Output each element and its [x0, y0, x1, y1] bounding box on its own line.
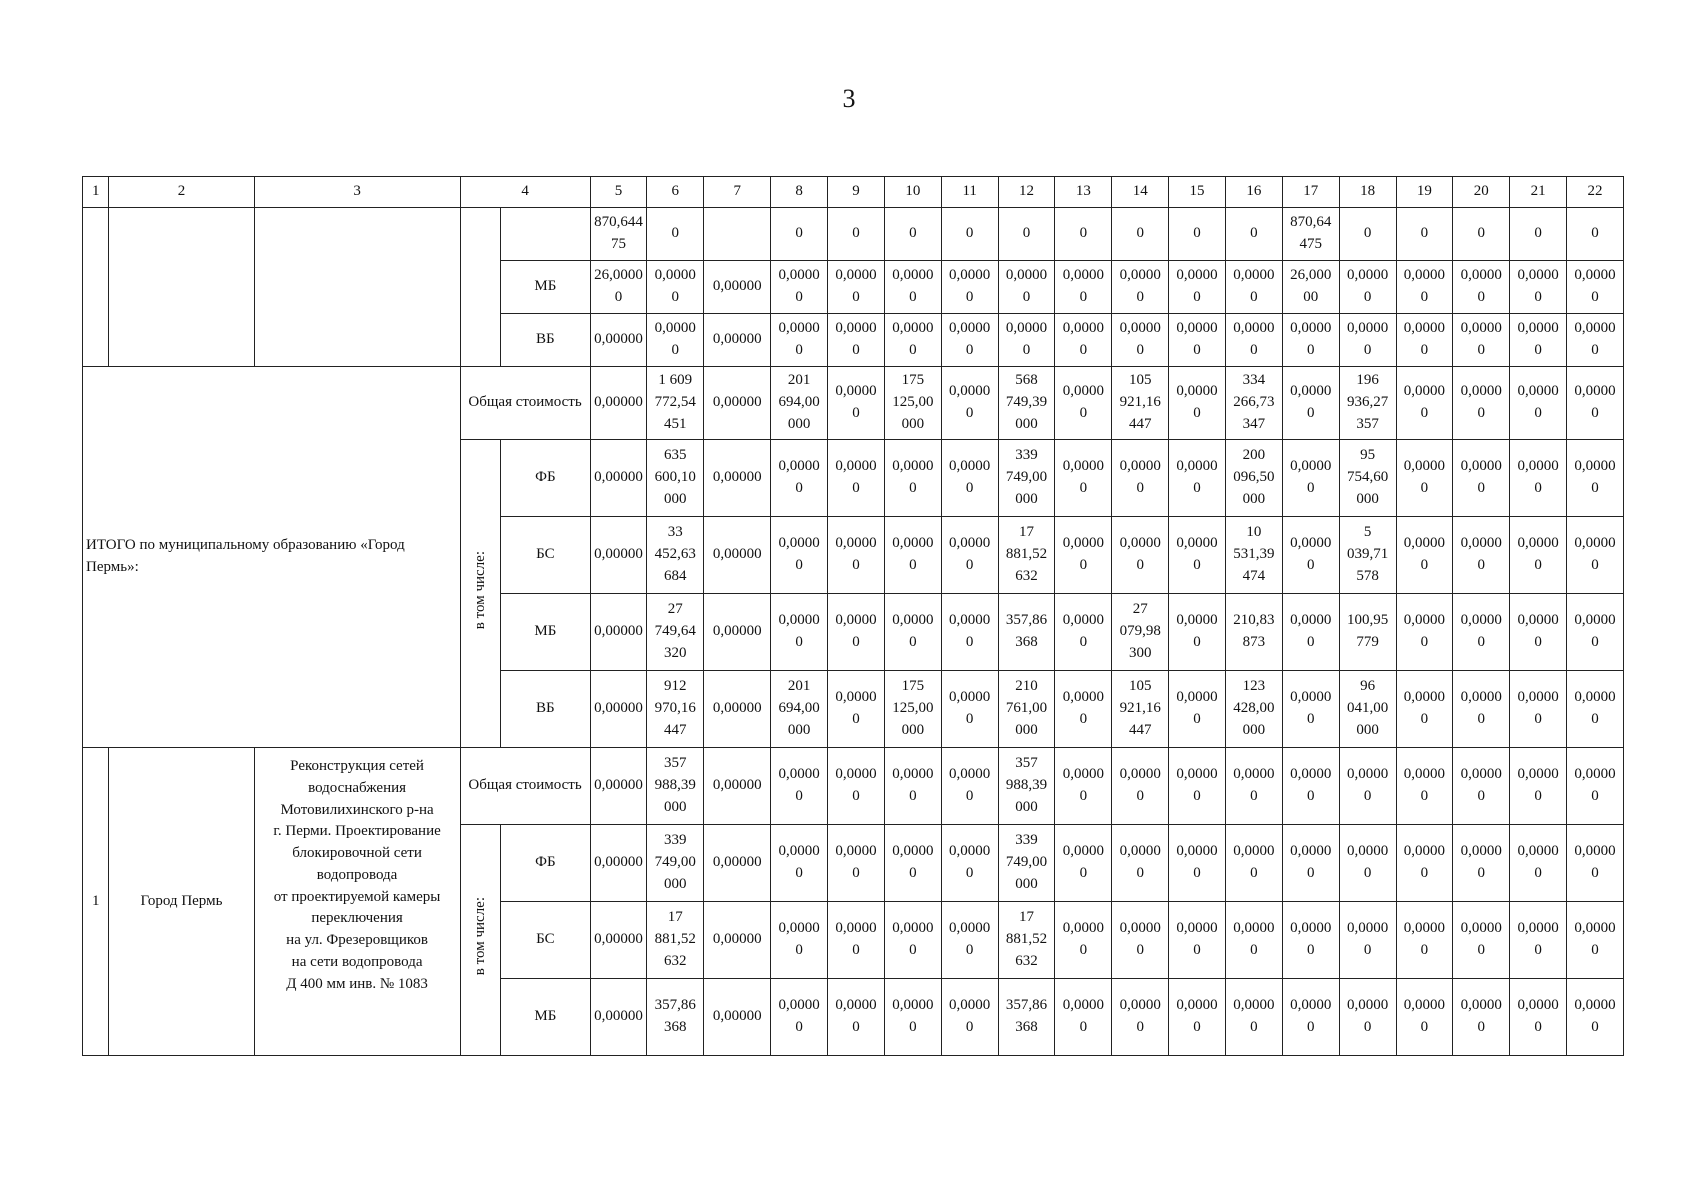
value-cell: 0,0000 0	[1282, 517, 1339, 594]
total-cost-label: Общая стоимость	[460, 748, 590, 825]
value-cell: 17 881,52 632	[998, 517, 1055, 594]
value-cell: 0,0000 0	[1169, 314, 1226, 367]
value-cell: 0,0000 0	[941, 979, 998, 1056]
column-header: 13	[1055, 177, 1112, 208]
number-cell	[83, 208, 109, 367]
value-cell: 27 749,64 320	[647, 594, 704, 671]
value-cell: 210,83 873	[1225, 594, 1282, 671]
value-cell: 0	[1567, 208, 1624, 261]
value-cell: 0,00000	[590, 517, 647, 594]
value-cell: 0,0000 0	[998, 261, 1055, 314]
value-cell: 0,0000 0	[941, 367, 998, 440]
value-cell: 0,00000	[704, 902, 771, 979]
value-cell: 0,0000 0	[941, 748, 998, 825]
column-header: 3	[254, 177, 460, 208]
value-cell: 0,0000 0	[941, 314, 998, 367]
in-total-label-cell	[460, 825, 501, 1056]
value-cell: 0,0000 0	[1112, 902, 1169, 979]
value-cell: 0,00000	[590, 979, 647, 1056]
value-cell: 0,0000 0	[1396, 314, 1453, 367]
value-cell: 0,00000	[590, 825, 647, 902]
value-cell: 870,64 475	[1282, 208, 1339, 261]
value-cell: 0,0000 0	[1567, 367, 1624, 440]
value-cell: 0,0000 0	[1169, 825, 1226, 902]
value-cell: 0,0000 0	[1169, 594, 1226, 671]
value-cell: 0,0000 0	[1282, 748, 1339, 825]
column-header: 6	[647, 177, 704, 208]
value-cell: 123 428,00 000	[1225, 671, 1282, 748]
value-cell: 0,0000 0	[1567, 440, 1624, 517]
value-cell: 26,0000 0	[590, 261, 647, 314]
value-cell: 339 749,00 000	[998, 825, 1055, 902]
value-cell: 0,0000 0	[1567, 314, 1624, 367]
in-total-label: в том числе:	[471, 550, 488, 629]
value-cell: 0,0000 0	[1225, 979, 1282, 1056]
value-cell: 0	[1510, 208, 1567, 261]
value-cell: 0,0000 0	[771, 517, 828, 594]
value-cell: 95 754,60 000	[1339, 440, 1396, 517]
description-cell	[254, 208, 460, 367]
value-cell: 0,0000 0	[1396, 440, 1453, 517]
value-cell: 201 694,00 000	[771, 671, 828, 748]
column-header: 1	[83, 177, 109, 208]
value-cell: 0,0000 0	[647, 261, 704, 314]
value-cell: 0,0000 0	[1453, 979, 1510, 1056]
value-cell: 0,0000 0	[1112, 825, 1169, 902]
value-cell: 0,0000 0	[941, 440, 998, 517]
value-cell: 0,0000 0	[1055, 825, 1112, 902]
value-cell: 0,00000	[704, 314, 771, 367]
value-cell: 0,0000 0	[884, 517, 941, 594]
value-cell: 0,0000 0	[884, 440, 941, 517]
value-cell: 0,0000 0	[1453, 902, 1510, 979]
value-cell: 10 531,39 474	[1225, 517, 1282, 594]
value-cell: 0,0000 0	[884, 748, 941, 825]
value-cell: 357,86 368	[998, 594, 1055, 671]
budget-source-label: ФБ	[501, 825, 590, 902]
value-cell: 0,0000 0	[884, 314, 941, 367]
column-header: 11	[941, 177, 998, 208]
value-cell: 0,00000	[590, 440, 647, 517]
value-cell: 210 761,00 000	[998, 671, 1055, 748]
value-cell: 0,0000 0	[941, 671, 998, 748]
municipality-cell	[109, 208, 254, 367]
in-total-label: в том числе:	[471, 897, 488, 976]
value-cell: 0,0000 0	[1396, 979, 1453, 1056]
value-cell: 0,0000 0	[1055, 314, 1112, 367]
value-cell: 0	[941, 208, 998, 261]
value-cell: 0,0000 0	[1567, 825, 1624, 902]
column-header: 21	[1510, 177, 1567, 208]
value-cell: 175 125,00 000	[884, 367, 941, 440]
value-cell: 0,0000 0	[1510, 261, 1567, 314]
value-cell: 105 921,16 447	[1112, 367, 1169, 440]
value-cell: 0,0000 0	[1169, 367, 1226, 440]
value-cell: 17 881,52 632	[998, 902, 1055, 979]
value-cell: 196 936,27 357	[1339, 367, 1396, 440]
budget-source-label: ФБ	[501, 440, 590, 517]
value-cell: 27 079,98 300	[1112, 594, 1169, 671]
value-cell: 0,0000 0	[828, 517, 885, 594]
value-cell: 0,00000	[704, 825, 771, 902]
value-cell: 0,0000 0	[1112, 261, 1169, 314]
value-cell: 0,0000 0	[1567, 979, 1624, 1056]
value-cell: 0,0000 0	[1453, 367, 1510, 440]
value-cell: 0,0000 0	[998, 314, 1055, 367]
value-cell: 0,00000	[590, 748, 647, 825]
total-title: ИТОГО по муниципальному образованию «Город Пермь»:	[83, 367, 461, 748]
value-cell: 0,0000 0	[941, 902, 998, 979]
column-header: 18	[1339, 177, 1396, 208]
value-cell: 0,0000 0	[1396, 902, 1453, 979]
column-header: 4	[460, 177, 590, 208]
value-cell: 0	[1225, 208, 1282, 261]
value-cell: 0,0000 0	[884, 979, 941, 1056]
value-cell: 0,0000 0	[1055, 671, 1112, 748]
value-cell: 0,0000 0	[1510, 440, 1567, 517]
value-cell: 5 039,71 578	[1339, 517, 1396, 594]
value-cell: 0,00000	[704, 748, 771, 825]
value-cell: 0,0000 0	[828, 261, 885, 314]
column-header: 22	[1567, 177, 1624, 208]
column-header: 14	[1112, 177, 1169, 208]
table-row	[83, 208, 1624, 261]
value-cell	[704, 208, 771, 261]
value-cell: 912 970,16 447	[647, 671, 704, 748]
column-header: 9	[828, 177, 885, 208]
value-cell: 0,0000 0	[1396, 594, 1453, 671]
value-cell: 0,0000 0	[1567, 517, 1624, 594]
value-cell: 0,0000 0	[1169, 902, 1226, 979]
value-cell: 0,0000 0	[941, 594, 998, 671]
value-cell: 0,0000 0	[647, 314, 704, 367]
value-cell: 0,00000	[590, 671, 647, 748]
value-cell: 0,00000	[590, 314, 647, 367]
value-cell: 0,0000 0	[1282, 979, 1339, 1056]
value-cell: 0,0000 0	[1055, 367, 1112, 440]
value-cell: 0,0000 0	[1282, 367, 1339, 440]
value-cell: 0,0000 0	[1225, 261, 1282, 314]
value-cell: 0,0000 0	[1396, 671, 1453, 748]
value-cell: 0	[771, 208, 828, 261]
value-cell: 0,0000 0	[1510, 594, 1567, 671]
value-cell: 0,0000 0	[1339, 825, 1396, 902]
value-cell: 0,0000 0	[1567, 671, 1624, 748]
value-cell: 0,0000 0	[1055, 440, 1112, 517]
value-cell: 0,0000 0	[1225, 902, 1282, 979]
column-header: 17	[1282, 177, 1339, 208]
value-cell: 0,0000 0	[1112, 440, 1169, 517]
value-cell: 0,0000 0	[1225, 748, 1282, 825]
value-cell: 0,0000 0	[828, 440, 885, 517]
value-cell: 0,0000 0	[1055, 748, 1112, 825]
budget-source-label: МБ	[501, 594, 590, 671]
value-cell: 0,00000	[590, 367, 647, 440]
value-cell: 0,00000	[704, 261, 771, 314]
column-header: 10	[884, 177, 941, 208]
value-cell: 100,95 779	[1339, 594, 1396, 671]
value-cell: 0,0000 0	[1453, 261, 1510, 314]
value-cell: 0,0000 0	[771, 261, 828, 314]
value-cell: 0,0000 0	[1396, 517, 1453, 594]
value-cell: 0	[1055, 208, 1112, 261]
value-cell: 0,0000 0	[1567, 261, 1624, 314]
value-cell: 0,0000 0	[1282, 671, 1339, 748]
column-header: 5	[590, 177, 647, 208]
column-header: 20	[1453, 177, 1510, 208]
column-number-row	[83, 177, 1624, 208]
value-cell: 0,0000 0	[1282, 594, 1339, 671]
value-cell: 0,0000 0	[1169, 671, 1226, 748]
value-cell: 0,0000 0	[771, 314, 828, 367]
value-cell: 0,00000	[704, 979, 771, 1056]
value-cell: 357 988,39 000	[998, 748, 1055, 825]
value-cell: 0,0000 0	[828, 825, 885, 902]
value-cell: 0,0000 0	[941, 517, 998, 594]
value-cell: 0,0000 0	[771, 440, 828, 517]
value-cell: 0	[1453, 208, 1510, 261]
value-cell: 0,0000 0	[1567, 594, 1624, 671]
budget-table	[82, 176, 1624, 1056]
value-cell: 0,0000 0	[1453, 748, 1510, 825]
column-header: 12	[998, 177, 1055, 208]
column-header: 15	[1169, 177, 1226, 208]
value-cell: 0,00000	[704, 440, 771, 517]
value-cell: 334 266,73 347	[1225, 367, 1282, 440]
budget-source-label	[501, 208, 590, 261]
value-cell: 0,0000 0	[941, 261, 998, 314]
value-cell: 0,0000 0	[1282, 314, 1339, 367]
value-cell: 0,0000 0	[1510, 367, 1567, 440]
value-cell: 0,0000 0	[1225, 825, 1282, 902]
value-cell: 0,0000 0	[1510, 517, 1567, 594]
column-header: 16	[1225, 177, 1282, 208]
value-cell: 0,0000 0	[1510, 314, 1567, 367]
value-cell: 0,0000 0	[1453, 314, 1510, 367]
value-cell: 0,0000 0	[771, 902, 828, 979]
value-cell: 0,00000	[704, 671, 771, 748]
value-cell: 0,0000 0	[828, 902, 885, 979]
value-cell: 357,86 368	[647, 979, 704, 1056]
value-cell: 0,0000 0	[1339, 979, 1396, 1056]
value-cell: 0,0000 0	[1396, 261, 1453, 314]
value-cell: 0,0000 0	[1055, 594, 1112, 671]
total-cost-label: Общая стоимость	[460, 367, 590, 440]
value-cell: 357,86 368	[998, 979, 1055, 1056]
value-cell: 0,0000 0	[1453, 440, 1510, 517]
table-row-total	[83, 367, 1624, 440]
budget-source-label: БС	[501, 902, 590, 979]
value-cell: 200 096,50 000	[1225, 440, 1282, 517]
value-cell: 0,0000 0	[1339, 902, 1396, 979]
value-cell: 0,0000 0	[1169, 748, 1226, 825]
value-cell: 0,0000 0	[1169, 440, 1226, 517]
value-cell: 0,0000 0	[1567, 902, 1624, 979]
value-cell: 0,0000 0	[1169, 517, 1226, 594]
value-cell: 0,0000 0	[1510, 825, 1567, 902]
value-cell: 0,0000 0	[941, 825, 998, 902]
value-cell: 0,0000 0	[1055, 517, 1112, 594]
value-cell: 0,0000 0	[1396, 748, 1453, 825]
value-cell: 339 749,00 000	[647, 825, 704, 902]
value-cell: 105 921,16 447	[1112, 671, 1169, 748]
value-cell: 0,0000 0	[884, 825, 941, 902]
value-cell: 33 452,63 684	[647, 517, 704, 594]
value-cell: 0,00000	[704, 594, 771, 671]
value-cell: 0,0000 0	[884, 594, 941, 671]
value-cell: 0,0000 0	[771, 825, 828, 902]
value-cell: 175 125,00 000	[884, 671, 941, 748]
value-cell: 0,0000 0	[1339, 748, 1396, 825]
budget-source-label: МБ	[501, 979, 590, 1056]
project-description: Реконструкция сетей водоснабжения Мотовилихинского р-на г. Перми. Проектирование блокировочной сети водопровода от проектируемой камеры переключения на ул. Фрезеровщиков на сети водопровода Д 400 мм инв. № 1083	[254, 748, 460, 1056]
value-cell: 0,0000 0	[1112, 748, 1169, 825]
value-cell: 0,0000 0	[828, 671, 885, 748]
column-header: 19	[1396, 177, 1453, 208]
value-cell: 0,0000 0	[1453, 671, 1510, 748]
sub-label-cell	[460, 208, 501, 367]
value-cell: 0,0000 0	[828, 367, 885, 440]
value-cell: 0,0000 0	[1510, 748, 1567, 825]
value-cell: 0	[884, 208, 941, 261]
value-cell: 0,0000 0	[771, 594, 828, 671]
value-cell: 0,0000 0	[1169, 979, 1226, 1056]
value-cell: 568 749,39 000	[998, 367, 1055, 440]
value-cell: 870,644 75	[590, 208, 647, 261]
column-header: 7	[704, 177, 771, 208]
value-cell: 0,0000 0	[1055, 902, 1112, 979]
value-cell: 0,0000 0	[771, 979, 828, 1056]
value-cell: 0	[647, 208, 704, 261]
value-cell: 0,0000 0	[1510, 671, 1567, 748]
value-cell: 0,0000 0	[1055, 261, 1112, 314]
value-cell: 0,0000 0	[884, 261, 941, 314]
value-cell: 0,0000 0	[1453, 517, 1510, 594]
value-cell: 0,0000 0	[771, 748, 828, 825]
value-cell: 0	[1339, 208, 1396, 261]
in-total-label-cell	[460, 440, 501, 748]
value-cell: 0,0000 0	[1225, 314, 1282, 367]
value-cell: 0,0000 0	[1396, 367, 1453, 440]
value-cell: 0,0000 0	[1169, 261, 1226, 314]
value-cell: 0	[998, 208, 1055, 261]
value-cell: 0,0000 0	[1396, 825, 1453, 902]
budget-source-label: ВБ	[501, 314, 590, 367]
value-cell: 201 694,00 000	[771, 367, 828, 440]
value-cell: 0,0000 0	[1282, 902, 1339, 979]
value-cell: 0,0000 0	[884, 902, 941, 979]
value-cell: 0,0000 0	[1339, 261, 1396, 314]
value-cell: 357 988,39 000	[647, 748, 704, 825]
value-cell: 0	[828, 208, 885, 261]
value-cell: 0,0000 0	[1510, 902, 1567, 979]
value-cell: 0	[1169, 208, 1226, 261]
value-cell: 0,0000 0	[828, 748, 885, 825]
value-cell: 0,0000 0	[1055, 979, 1112, 1056]
budget-source-label: БС	[501, 517, 590, 594]
value-cell: 0,0000 0	[1453, 825, 1510, 902]
value-cell: 0,0000 0	[828, 314, 885, 367]
value-cell: 0,00000	[704, 367, 771, 440]
value-cell: 0,00000	[590, 902, 647, 979]
value-cell: 0	[1396, 208, 1453, 261]
value-cell: 635 600,10 000	[647, 440, 704, 517]
value-cell: 0,0000 0	[1112, 979, 1169, 1056]
table-row-project-total	[83, 748, 1624, 825]
value-cell: 0,00000	[704, 517, 771, 594]
project-municipality: Город Пермь	[109, 748, 254, 1056]
value-cell: 96 041,00 000	[1339, 671, 1396, 748]
value-cell: 1 609 772,54 451	[647, 367, 704, 440]
value-cell: 0,0000 0	[1282, 440, 1339, 517]
project-number: 1	[83, 748, 109, 1056]
value-cell: 26,000 00	[1282, 261, 1339, 314]
budget-source-label: МБ	[501, 261, 590, 314]
value-cell: 0,0000 0	[1339, 314, 1396, 367]
value-cell: 0,0000 0	[1112, 517, 1169, 594]
value-cell: 0,0000 0	[828, 594, 885, 671]
value-cell: 0,0000 0	[1510, 979, 1567, 1056]
value-cell: 0,0000 0	[1282, 825, 1339, 902]
value-cell: 17 881,52 632	[647, 902, 704, 979]
value-cell: 339 749,00 000	[998, 440, 1055, 517]
column-header: 8	[771, 177, 828, 208]
budget-source-label: ВБ	[501, 671, 590, 748]
value-cell: 0,0000 0	[828, 979, 885, 1056]
value-cell: 0,0000 0	[1453, 594, 1510, 671]
page-number: 3	[842, 84, 856, 113]
value-cell: 0,0000 0	[1112, 314, 1169, 367]
column-header: 2	[109, 177, 254, 208]
value-cell: 0,00000	[590, 594, 647, 671]
value-cell: 0,0000 0	[1567, 748, 1624, 825]
value-cell: 0	[1112, 208, 1169, 261]
